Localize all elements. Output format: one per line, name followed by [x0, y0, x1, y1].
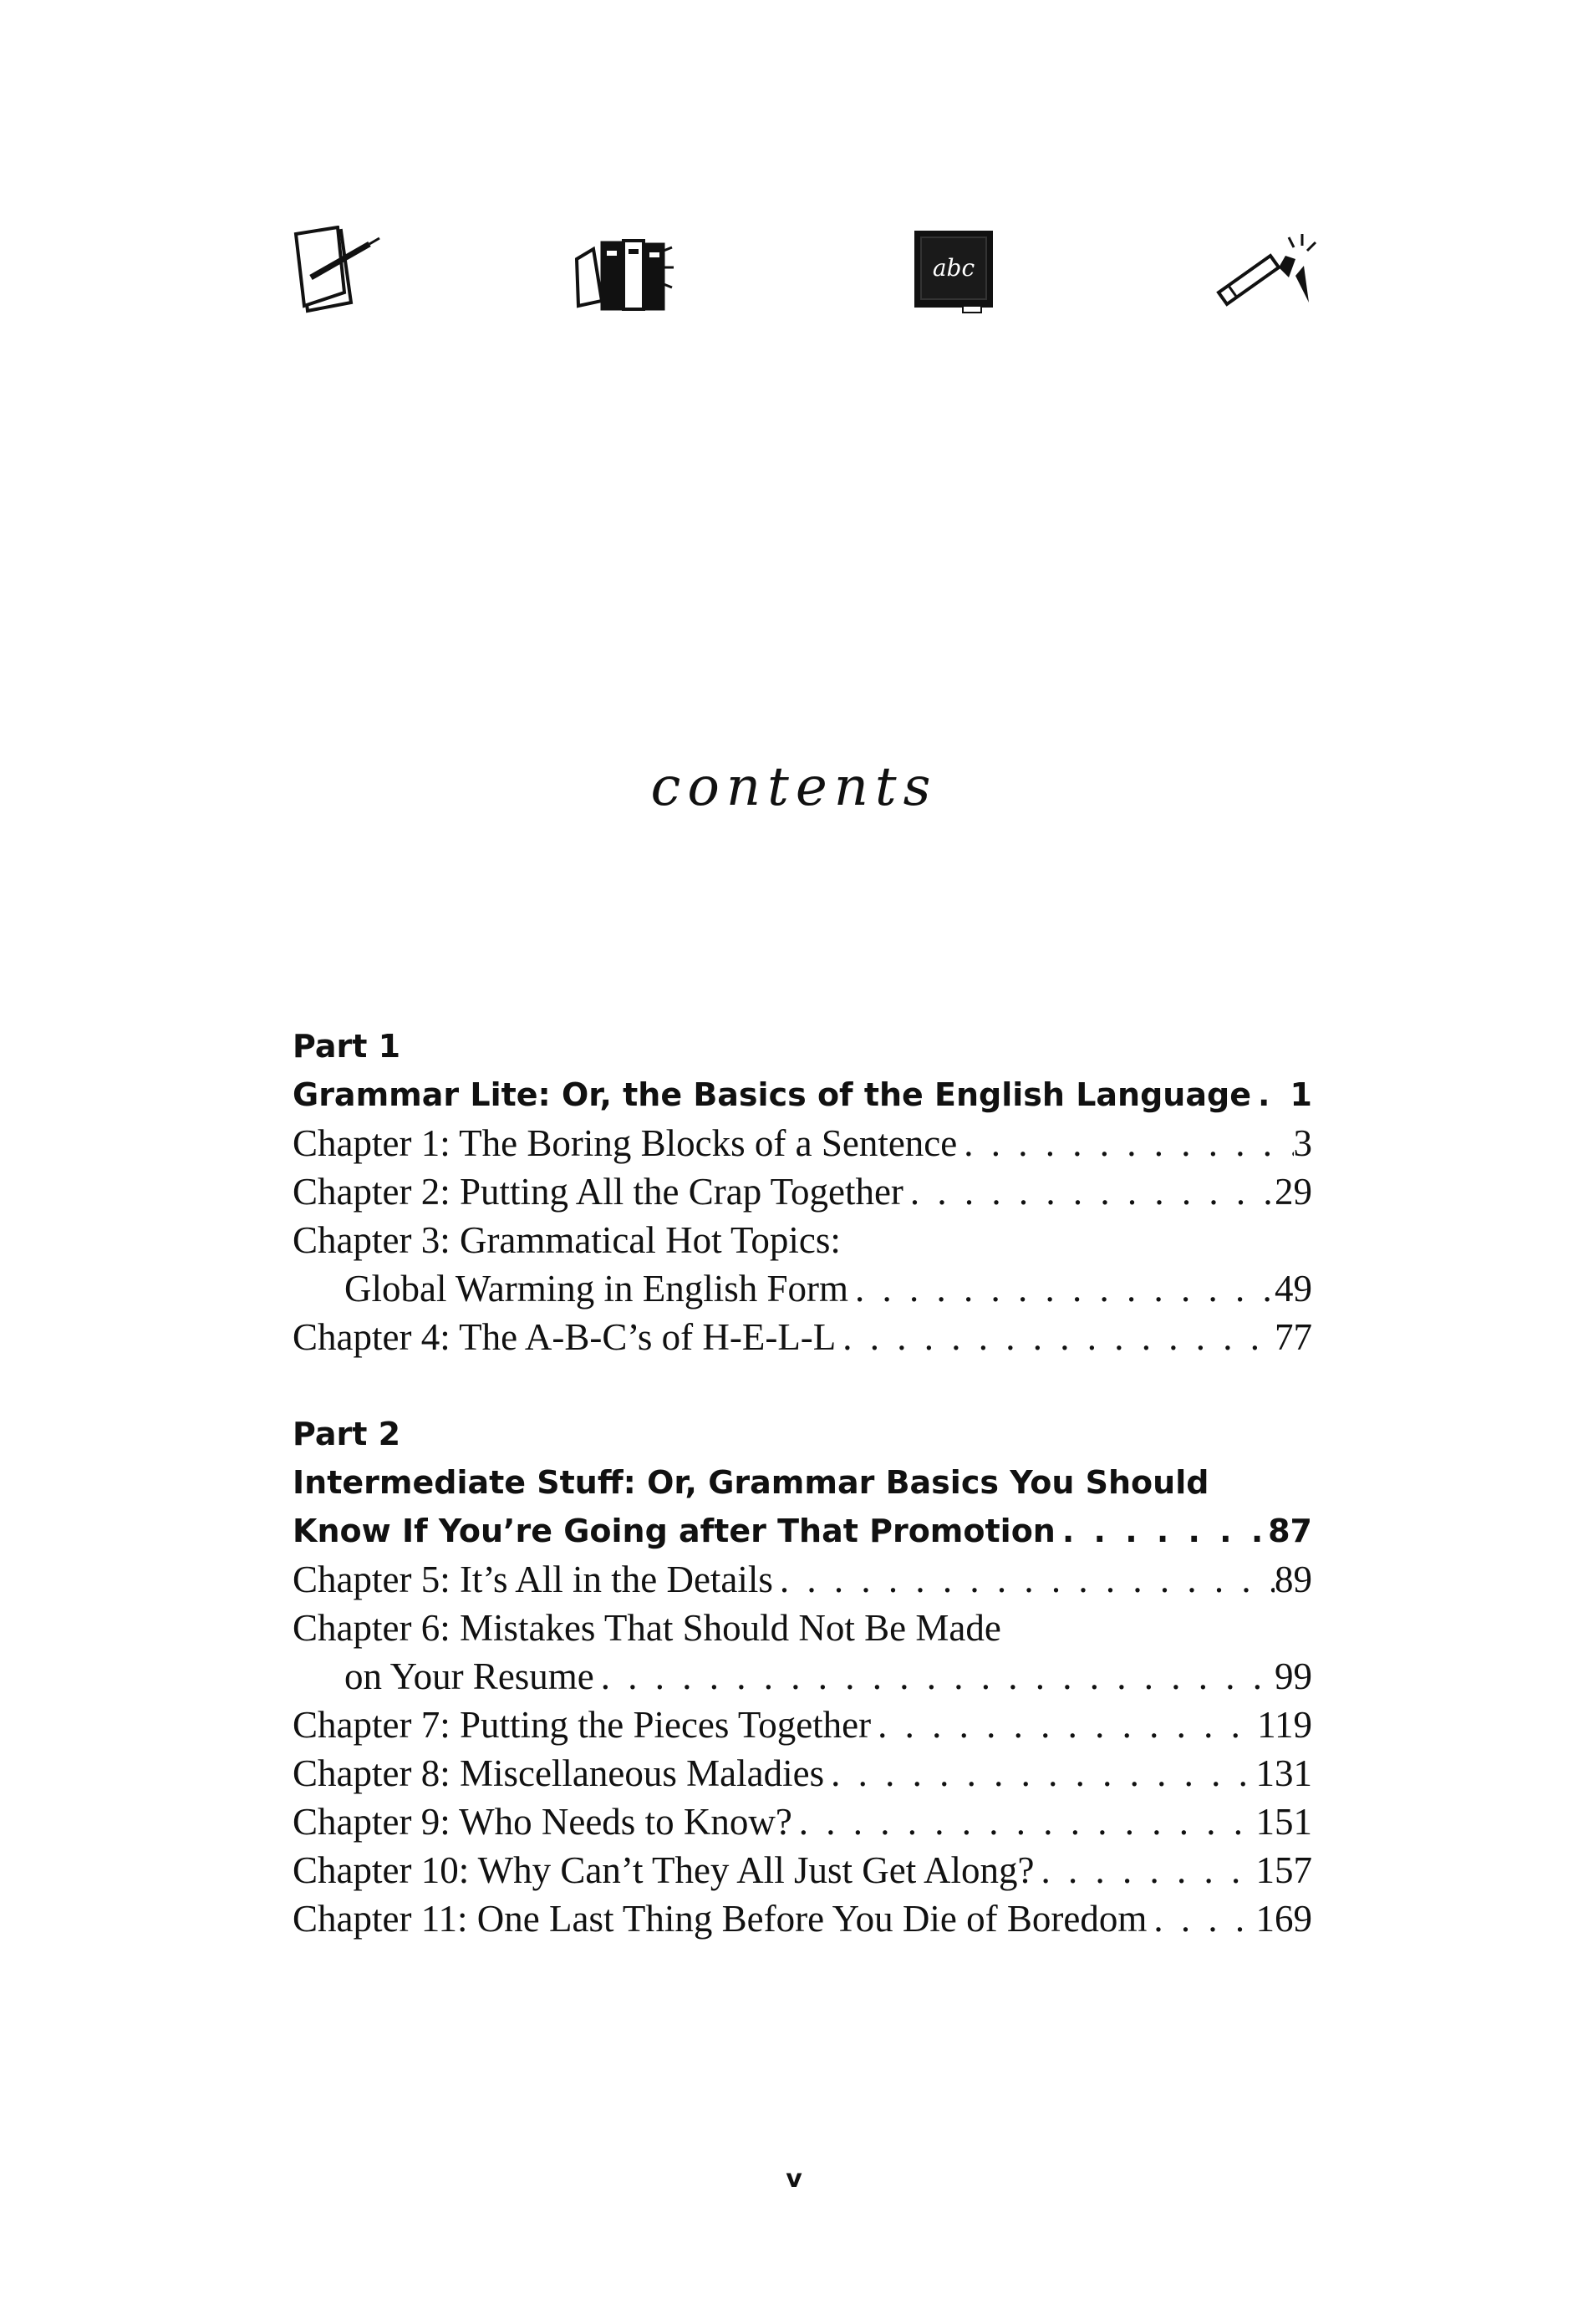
chapter-title: Chapter 2: Putting All the Crap Together: [293, 1171, 903, 1213]
page-number: 131: [1255, 1752, 1312, 1794]
dot-leader: [871, 1701, 1257, 1749]
toc-entry: [293, 1119, 1312, 1167]
part-2-label: Part 2: [293, 1416, 401, 1452]
chapter-title: Chapter 4: The A-B-C’s of H-E-L-L: [293, 1316, 837, 1358]
part-2-title-entry: [293, 1507, 1312, 1555]
dot-leader: [792, 1798, 1256, 1846]
page-number: 29: [1275, 1171, 1312, 1213]
part-1-title-entry: [293, 1070, 1312, 1119]
chapter-title: Chapter 10: Why Can’t They All Just Get Along?: [293, 1849, 1035, 1891]
dot-leader: [1147, 1894, 1255, 1943]
part-2-page: 87: [1268, 1513, 1312, 1549]
page-number: 169: [1255, 1898, 1312, 1940]
toc-entry: [293, 1313, 1312, 1361]
chapter-title-line: Chapter 6: Mistakes That Should Not Be Made: [293, 1607, 1001, 1649]
page-number: 119: [1257, 1704, 1312, 1746]
toc-entry: [293, 1701, 1312, 1749]
page-number: 3: [1293, 1122, 1312, 1164]
part-1-title: Grammar Lite: Or, the Basics of the English Language: [293, 1076, 1251, 1113]
page-number: 77: [1275, 1316, 1312, 1358]
chalkboard-text: abc: [932, 254, 975, 282]
page-folio: v: [786, 2164, 802, 2194]
page-number: 49: [1275, 1268, 1312, 1309]
books-icon: [568, 226, 677, 318]
part-1-label: Part 1: [293, 1028, 401, 1065]
chapter-title: Global Warming in English Form: [344, 1268, 849, 1309]
page-number: 157: [1255, 1849, 1312, 1891]
dot-leader: [824, 1749, 1255, 1798]
dot-leader: [836, 1313, 1275, 1361]
broken-pencil-icon: [1212, 226, 1321, 318]
dot-leader: [1034, 1846, 1255, 1894]
toc-entry: [293, 1749, 1312, 1798]
part-2-title: Know If You’re Going after That Promotion: [293, 1513, 1056, 1549]
notepad-pencil-icon: [293, 226, 384, 318]
chapter-title: on Your Resume: [344, 1655, 594, 1697]
dot-leader: [848, 1264, 1275, 1313]
chapter-title: Chapter 8: Miscellaneous Maladies: [293, 1752, 825, 1794]
page-number: 89: [1275, 1559, 1312, 1600]
dot-leader: [594, 1652, 1275, 1701]
part-2-title-line: Intermediate Stuff: Or, Grammar Basics You Should: [293, 1464, 1209, 1501]
toc-entry: [293, 1798, 1312, 1846]
page-number: 151: [1255, 1801, 1312, 1843]
toc-entry: [293, 1555, 1312, 1604]
dot-leader: [903, 1167, 1275, 1216]
chapter-title-line: Chapter 3: Grammatical Hot Topics:: [293, 1219, 841, 1261]
page-title: contents: [650, 756, 938, 818]
dot-leader: [773, 1555, 1275, 1604]
chapter-title: Chapter 7: Putting the Pieces Together: [293, 1704, 872, 1746]
chapter-title: Chapter 5: It’s All in the Details: [293, 1559, 773, 1600]
dot-leader: [1251, 1070, 1290, 1119]
dot-leader: [957, 1119, 1293, 1167]
part-1-page: 1: [1290, 1076, 1312, 1113]
table-of-contents: [293, 1022, 1312, 1943]
toc-entry: [293, 1167, 1312, 1216]
page-number: 99: [1275, 1655, 1312, 1697]
decorative-icon-row: [293, 226, 1321, 334]
chapter-title: Chapter 11: One Last Thing Before You Die of Boredom: [293, 1898, 1148, 1940]
toc-entry: [293, 1264, 1312, 1313]
chalkboard-icon: [911, 226, 1003, 318]
dot-leader: [1056, 1507, 1268, 1555]
toc-entry: [293, 1846, 1312, 1894]
chapter-title: Chapter 9: Who Needs to Know?: [293, 1801, 792, 1843]
toc-entry: [293, 1652, 1312, 1701]
chapter-title: Chapter 1: The Boring Blocks of a Sentence: [293, 1122, 958, 1164]
toc-entry: [293, 1894, 1312, 1943]
